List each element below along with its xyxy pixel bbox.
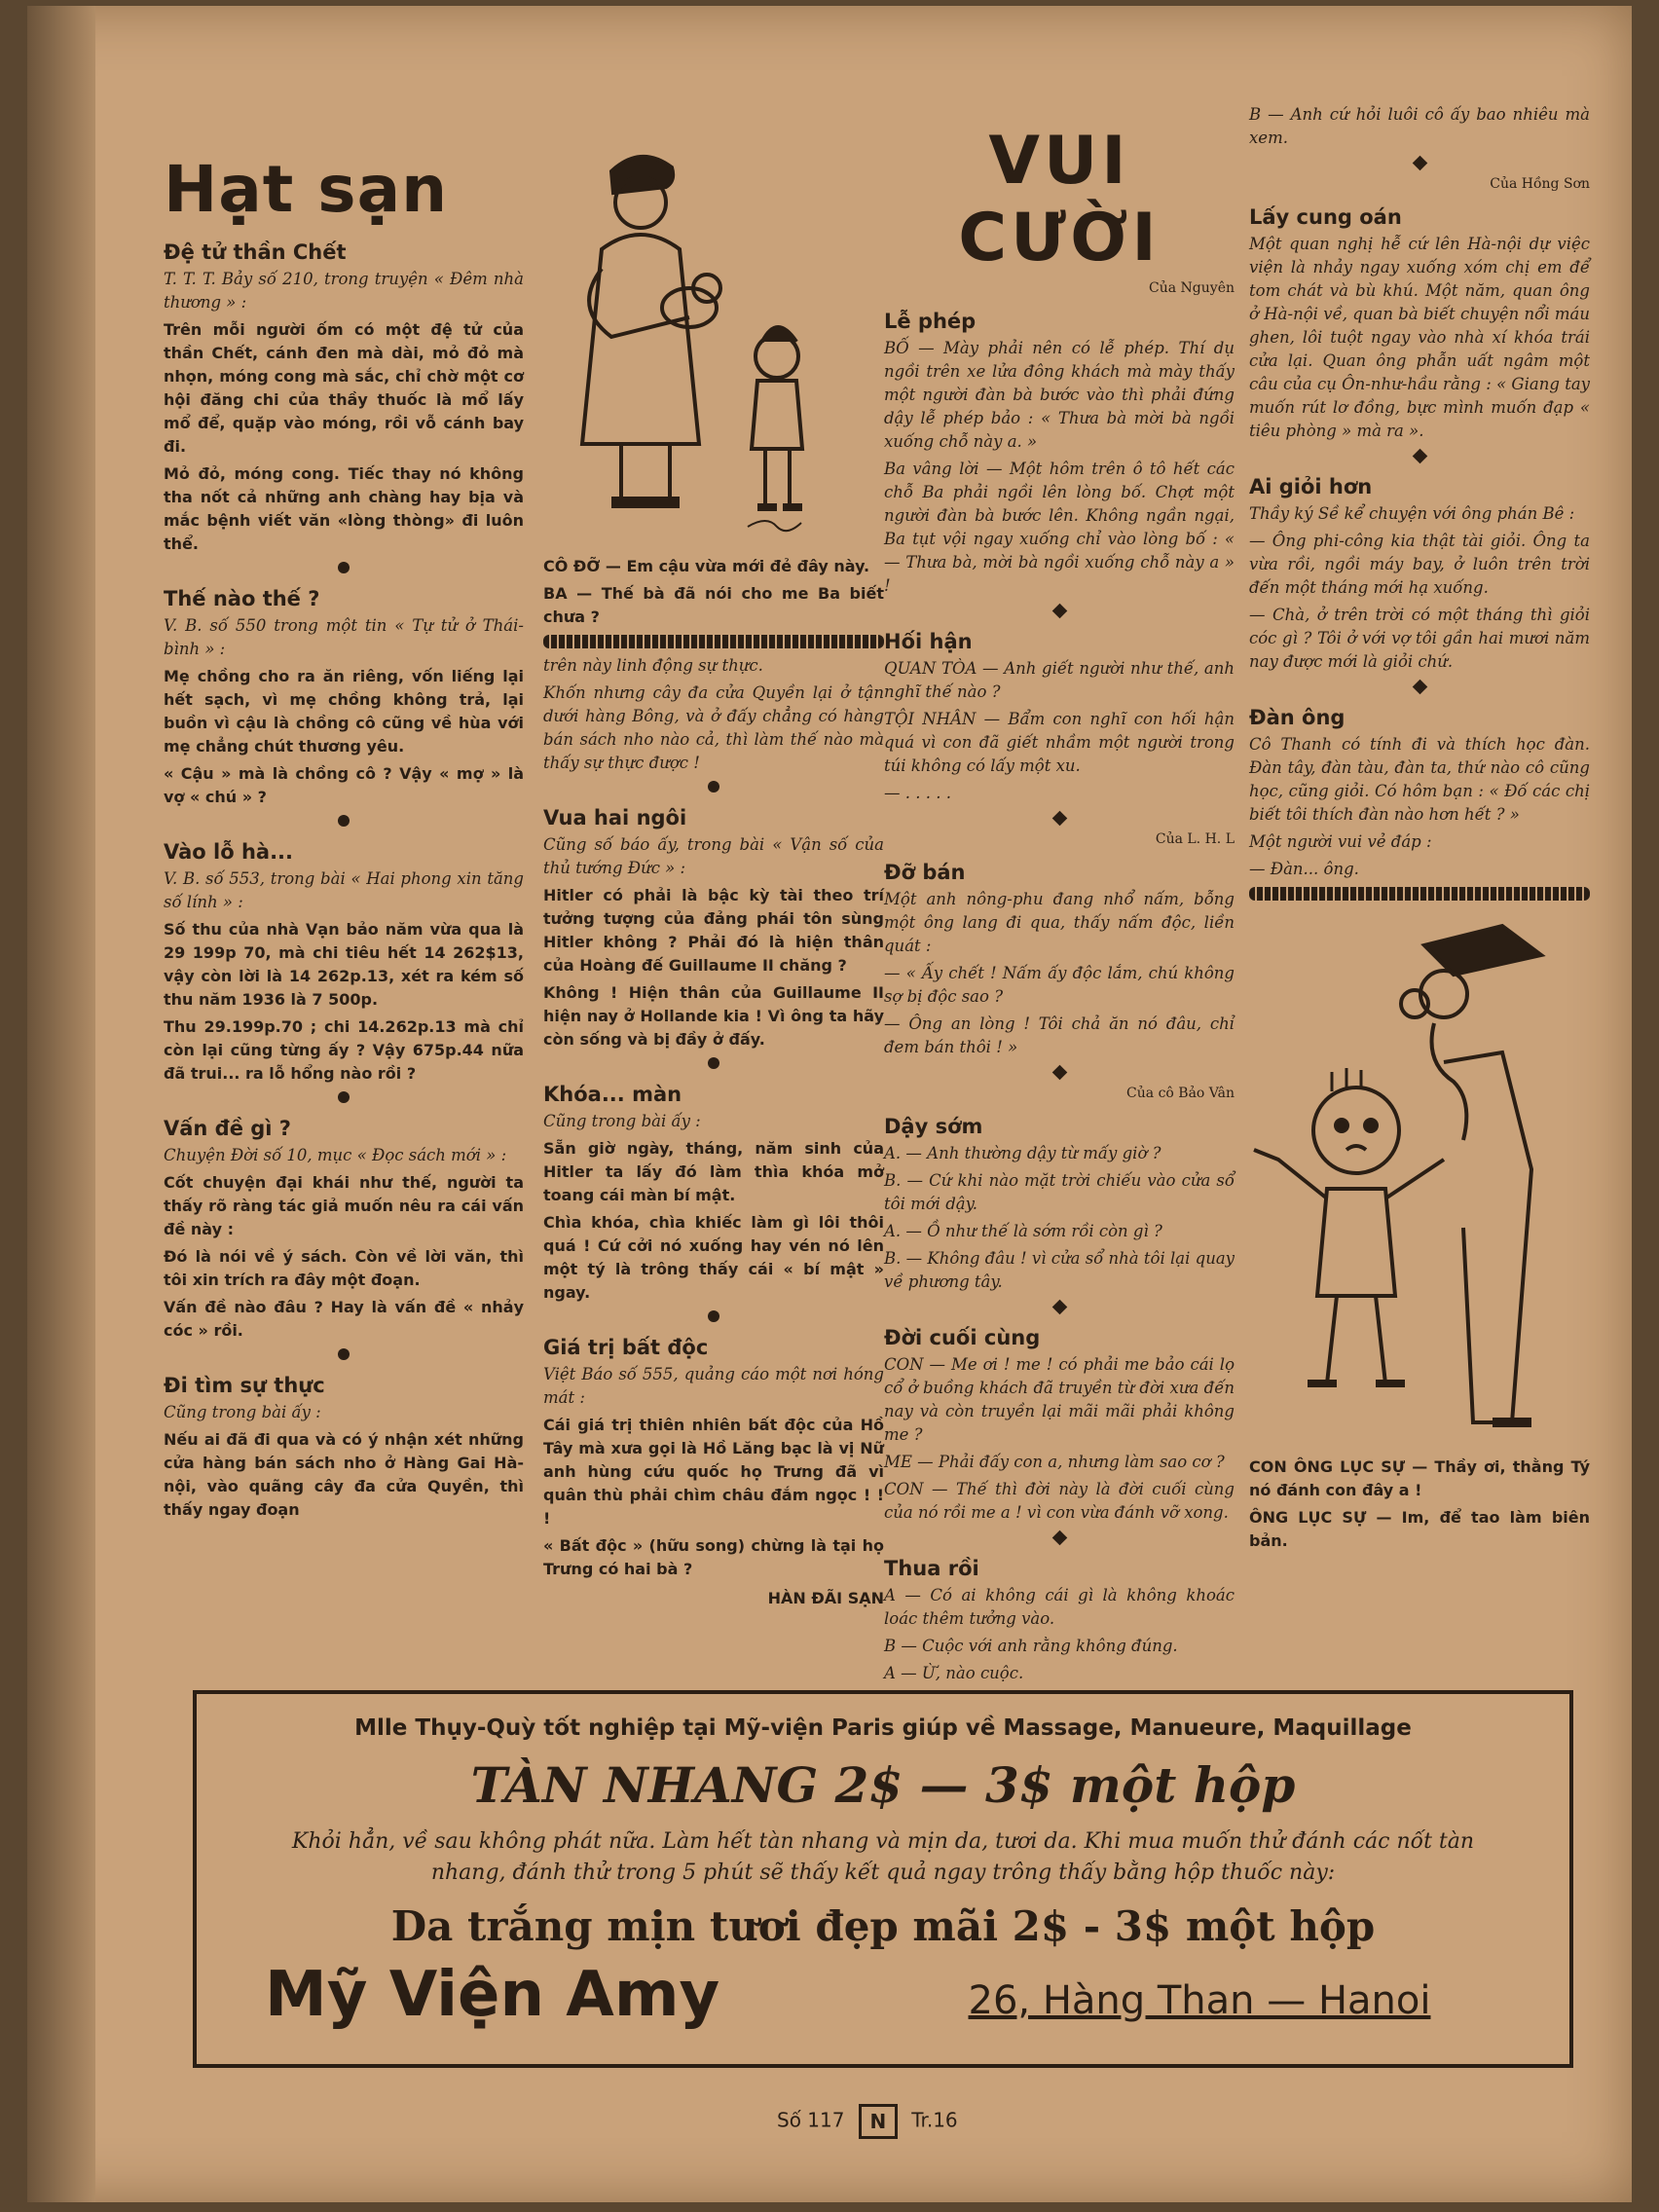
section-paragraph: Việt Báo số 555, quảng cáo một nơi hóng mát :: [543, 1365, 884, 1407]
continuation-paragraph: trên này linh động sự thực.: [543, 656, 763, 675]
section-separator-diamond: [1051, 1065, 1067, 1081]
column-illustration-and-sections: [543, 142, 884, 1614]
caption-co-do: CÔ ĐỠ — Em cậu vừa mới đẻ đây này.: [543, 557, 870, 575]
page-binding-edge: [27, 6, 95, 2202]
section-paragraph: B. — Cứ khi nào mặt trời chiếu vào cửa sổ tôi mới dậy.: [884, 1171, 1235, 1213]
section-paragraph: QUAN TÒA — Anh giết người như thế, anh nghĩ thế nào ?: [884, 659, 1235, 701]
section-paragraph: Nếu ai đã đi qua và có ý nhận xét những cửa hàng bán sách nho ở Hàng Gai Hà-nội, vào quãng cây đa cửa Quyền, thì thấy ngay đoạn: [164, 1430, 524, 1519]
section-paragraph: Đó là nói về ý sách. Còn về lời văn, thì tôi xin trích ra đây một đoạn.: [164, 1247, 524, 1289]
section-separator-diamond: [1051, 1300, 1067, 1315]
section-paragraph: A. — Anh thường dậy từ mấy giờ ?: [884, 1144, 1161, 1162]
section-paragraph: Thu 29.199p.70 ; chi 14.262p.13 mà chỉ còn lại cũng từng ấy ? Vậy 675p.44 nữa đã trui... ra lỗ hổng nào rồi ?: [164, 1017, 524, 1083]
section-paragraph: Cũng trong bài ấy :: [543, 1112, 701, 1130]
section-heading: Đời cuối cùng: [884, 1326, 1041, 1349]
section-heading: Hối hận: [884, 630, 973, 653]
section-paragraph: BỐ — Mày phải nên có lễ phép. Thí dụ ngồi trên xe lửa đông khách mà mày thấy một người đàn bà bước vào thì phải đứng dậy lễ phép bảo : « Thưa bà mời bà ngồi xuống chỗ này a. »: [884, 339, 1235, 451]
advertisement-box: [193, 1690, 1573, 2068]
section-paragraph: T. T. T. Bảy số 210, trong truyện « Đêm nhà thương » :: [164, 270, 524, 312]
section-paragraph: V. B. số 550 trong một tin « Tự tử ở Thái-bình » :: [164, 616, 524, 658]
section-paragraph: Sẵn giờ ngày, tháng, năm sinh của Hitler ta lấy đó làm thìa khóa mở toang cái màn bí mật.: [543, 1139, 884, 1204]
section-paragraph: Chìa khóa, chìa khiếc làm gì lôi thôi quá ! Cứ cởi nó xuống hay vén nó lên một tý là trông thấy cái « bí mật » ngay.: [543, 1213, 884, 1302]
section-separator-diamond: [1412, 449, 1427, 464]
section-heading: Dậy sớm: [884, 1115, 983, 1138]
column4-top: [1249, 103, 1590, 150]
section-separator-dot: [708, 1310, 719, 1322]
section-heading: Ai giỏi hơn: [1249, 475, 1373, 498]
section-paragraph: « Bất độc » (hữu song) chừng là tại họ Trưng có hai bà ?: [543, 1536, 884, 1578]
section-paragraph: B. — Không đâu ! vì cửa sổ nhà tôi lại quay về phương tây.: [884, 1249, 1235, 1291]
section-paragraph: Chuyện Đời số 10, mục « Đọc sách mới » :: [164, 1146, 507, 1164]
page-number: Tr.16: [911, 2108, 958, 2132]
newspaper-page: [27, 6, 1632, 2202]
section-paragraph: A — Có ai không cái gì là không khoác loác thêm tưởng vào.: [884, 1586, 1235, 1628]
ad-headline: TÀN NHANG 2$ — 3$ một hộp: [470, 1756, 1296, 1814]
wavy-divider: [543, 635, 884, 648]
page-footer: [777, 2104, 958, 2139]
newspaper-logo-icon: N: [859, 2104, 898, 2139]
midwife-with-baby-and-child-illustration: [543, 142, 884, 551]
section-separator-dot: [708, 781, 719, 793]
section-title-hat-san: Hạt sạn: [164, 152, 449, 227]
section-separator-diamond: [1051, 1530, 1067, 1546]
author-signature: HÀN ĐÃI SẠN: [767, 1589, 884, 1607]
section-paragraph: — Đàn... ông.: [1249, 860, 1359, 878]
section-heading: Thế nào thế ?: [164, 587, 320, 610]
section-paragraph: Một người vui vẻ đáp :: [1249, 832, 1432, 851]
section-credit: Của cô Bảo Vân: [1126, 1086, 1235, 1101]
section-separator-diamond: [1412, 680, 1427, 695]
section-separator-dot: [338, 815, 350, 827]
section-paragraph: Cũng số báo ấy, trong bài « Vận số của thủ tướng Đức » :: [543, 835, 884, 877]
column2-sections: [543, 806, 884, 1581]
caption-ong-luc-su: ÔNG LỤC SỰ — Im, để tao làm biên bản.: [1249, 1508, 1590, 1550]
section-heading: Thua rồi: [884, 1557, 979, 1580]
top-paragraph: B — Anh cứ hỏi luôi cô ấy bao nhiêu mà xem.: [1249, 105, 1590, 147]
section-paragraph: Mỏ đỏ, móng cong. Tiếc thay nó không tha nốt cả những anh chàng hay bịa và mắc bệnh viết văn «lòng thòng» đi luôn thể.: [164, 464, 524, 553]
section-paragraph: Cũng trong bài ấy :: [164, 1403, 321, 1421]
section-separator-diamond: [1051, 604, 1067, 619]
section-heading: Khóa... màn: [543, 1083, 682, 1106]
section-paragraph: Số thu của nhà Vạn bảo năm vừa qua là 29 199p 70, mà chi tiêu hết 14 262$13, vậy còn lời là 14 262p.13, xét ra kém số thu năm 1936 là 7 500p.: [164, 920, 524, 1009]
section-separator-dot: [338, 562, 350, 573]
section-separator-dot: [708, 1057, 719, 1069]
section-heading: Đỡ bán: [884, 861, 966, 884]
section-paragraph: — . . . . .: [884, 784, 951, 802]
section-separator-diamond: [1412, 156, 1427, 171]
section-paragraph: CON — Me ơi ! me ! có phải me bảo cái lọ cổ ở buồng khách đã truyền từ đời xưa đến nay và còn truyền lại mãi mãi phải không me ?: [884, 1355, 1235, 1444]
section-paragraph: Trên mỗi người ốm có một đệ tử của thần Chết, cánh đen mà dài, mỏ đỏ mà nhọn, móng cong mà sắc, chỉ chờ một cơ hội đăng chi của thầy thuốc là mổ lấy mổ để, quặp vào móng, rồi vỗ cánh bay đi.: [164, 320, 524, 456]
column3-sections: [884, 280, 1235, 1685]
section-paragraph: Cái giá trị thiên nhiên bất độc của Hồ Tây mà xưa gọi là Hồ Lăng bạc là vị Nữ anh hùng cứu quốc họ Trưng đã vì quân thù phải chìm châu đắm ngọc ! ! !: [543, 1416, 884, 1528]
column2-continuation: [543, 654, 884, 775]
section-credit: Của Nguyên: [1149, 280, 1235, 296]
section-credit: Của Hồng Sơn: [1490, 176, 1590, 192]
ad-intro-line: Mlle Thụy-Quỳ tốt nghiệp tại Mỹ-viện Paris giúp về Massage, Manueure, Maquillage: [354, 1715, 1412, 1741]
section-paragraph: Mẹ chồng cho ra ăn riêng, vốn liếng lại hết sạch, vì mẹ chồng không trả, lại buồn vì cậu là chồng cô cũng về hùa với mẹ chẳng chút thương yêu.: [164, 667, 524, 756]
caption-con-ong-luc-su: CON ÔNG LỤC SỰ — Thầy ơi, thằng Tý nó đánh con đây a !: [1249, 1457, 1590, 1499]
section-paragraph: CON — Thế thì đời này là đời cuối cùng của nó rồi me a ! vì con vừa đánh vỡ xong.: [884, 1480, 1235, 1522]
section-paragraph: Một anh nông-phu đang nhổ nấm, bỗng một ông lang đi qua, thấy nấm độc, liền quát :: [884, 890, 1235, 955]
section-separator-dot: [338, 1091, 350, 1103]
section-paragraph: Ba vâng lời — Một hôm trên ô tô hết các chỗ Ba phải ngồi lên lòng bố. Chợt một người đàn bà bước lên. Không ngần ngại, Ba tụt vội ngay xuống chỉ vào lòng bố : « — Thưa bà, mời bà ngồi xuống chỗ này a » !: [884, 460, 1235, 595]
section-paragraph: — Chà, ở trên trời có một tháng thì giỏi cóc gì ? Tôi ở với vợ tôi gần hai mươi năm nay được mới là giỏi chứ.: [1249, 606, 1590, 671]
section-paragraph: « Cậu » mà là chồng cô ? Vậy « mợ » là vợ « chú » ?: [164, 764, 524, 806]
section-paragraph: B — Cuộc với anh rằng không đúng.: [884, 1637, 1178, 1655]
section-heading: Vua hai ngôi: [543, 806, 687, 830]
section-paragraph: A. — Ồ như thế là sớm rồi còn gì ?: [884, 1222, 1162, 1240]
column-vui-cuoi: [884, 123, 1235, 1689]
section-paragraph: — Ông phi-công kia thật tài giỏi. Ông ta vừa rồi, ngồi máy bay, ở luôn trên trời đến một tháng mới hạ xuống.: [1249, 532, 1590, 597]
section-paragraph: — Ông an lòng ! Tôi chả ăn nó đâu, chỉ đem bán thôi ! »: [884, 1014, 1235, 1056]
section-heading: Vấn đề gì ?: [164, 1117, 291, 1140]
issue-number: Số 117: [777, 2108, 845, 2132]
ad-description: Khỏi hẳn, về sau không phát nữa. Làm hết tàn nhang và mịn da, tươi da. Khi mua muốn thử đánh các nốt tàn nhang, đánh thử trong 5 phút sẽ thấy kết quả ngay trông thấy bằng hộp thuốc này:: [291, 1829, 1475, 1885]
section-credit: Của L. H. L: [1155, 831, 1235, 847]
section-paragraph: Thầy ký Sề kể chuyện với ông phán Bê :: [1249, 504, 1575, 523]
section-paragraph: Vấn đề nào đâu ? Hay là vấn đề « nhảy cóc » rồi.: [164, 1298, 524, 1340]
section-paragraph: Cốt chuyện đại khái như thế, người ta thấy rõ ràng tác giả muốn nêu ra cái vấn đề này :: [164, 1173, 524, 1238]
section-paragraph: V. B. số 553, trong bài « Hai phong xin tăng số lính » :: [164, 869, 524, 911]
section-paragraph: Không ! Hiện thân của Guillaume II hiện nay ở Hollande kia ! Vì ông ta hãy còn sống và bị đầy ở đấy.: [543, 983, 884, 1049]
column4-sections: [1249, 176, 1590, 881]
section-heading: Đệ tử thần Chết: [164, 240, 347, 264]
section-heading: Giá trị bất độc: [543, 1336, 709, 1359]
section-separator-dot: [338, 1348, 350, 1360]
section-heading: Lấy cung oán: [1249, 205, 1402, 229]
section-heading: Đi tìm sự thực: [164, 1374, 325, 1397]
clerk-and-crying-boy-illustration: [1249, 906, 1590, 1452]
section-paragraph: Cô Thanh có tính đi và thích học đàn. Đàn tây, đàn tàu, đàn ta, thứ nào cô cũng học, cũng giỏi. Có hôm bạn : « Đố các chị biết tôi thích đàn nào hơn hết ? »: [1249, 735, 1590, 824]
ad-address: 26, Hàng Than — Hanoi: [968, 1978, 1431, 2023]
section-paragraph: A — Ừ, nào cuộc.: [884, 1664, 1024, 1682]
section-paragraph: TỘI NHÂN — Bẩm con nghĩ con hối hận quá vì con đã giết nhầm một người trong túi không có lấy một xu.: [884, 710, 1235, 775]
section-heading: Lễ phép: [884, 310, 977, 333]
section-title-vui-cuoi: VUI CƯỜI: [958, 123, 1161, 276]
section-paragraph: — « Ấy chết ! Nấm ấy độc lắm, chú không sợ bị độc sao ?: [884, 964, 1235, 1006]
caption-ba: BA — Thế bà đã nói cho me Ba biết chưa ?: [543, 584, 884, 626]
continuation-paragraph: Khốn nhưng cây đa cửa Quyền lại ở tận dưới hàng Bông, và ở đấy chẳng có hàng bán sách nho nào cả, thì làm thế nào mà thấy sự thực được !: [543, 683, 884, 772]
section-paragraph: Một quan nghị hễ cứ lên Hà-nội dự việc viện là nhảy ngay xuống xóm chị em để tom chát và bù khú. Một năm, quan ông ở Hà-nội về, quan bà biết chuyện nổi máu ghen, lôi tuột ngay vào nhà xí khóa trái cửa lại. Quan ông phẫn uất ngâm một câu của cụ Ôn-như-hầu rằng : « Giang tay muốn rút lơ đồng, bực mình muốn đạp « tiêu phòng » mà ra ».: [1249, 235, 1590, 440]
section-heading: Đàn ông: [1249, 706, 1346, 729]
ad-brand: Mỹ Viện Amy: [265, 1959, 720, 2031]
wavy-divider: [1249, 887, 1590, 901]
column-hat-san: [164, 152, 524, 1526]
section-heading: Vào lỗ hà...: [164, 840, 294, 864]
ad-slogan: Da trắng mịn tươi đẹp mãi 2$ - 3$ một hộp: [390, 1902, 1376, 1950]
column1-sections: [164, 240, 524, 1522]
column-right: [1249, 103, 1590, 1557]
section-paragraph: Hitler có phải là bậc kỳ tài theo trí tưởng tượng của đảng phái tôn sùng Hitler không ? Phải đó là hiện thân của Hoàng đế Guillaume II chăng ?: [543, 886, 884, 975]
section-paragraph: ME — Phải đấy con a, nhưng làm sao cơ ?: [884, 1453, 1225, 1471]
section-separator-diamond: [1051, 811, 1067, 827]
